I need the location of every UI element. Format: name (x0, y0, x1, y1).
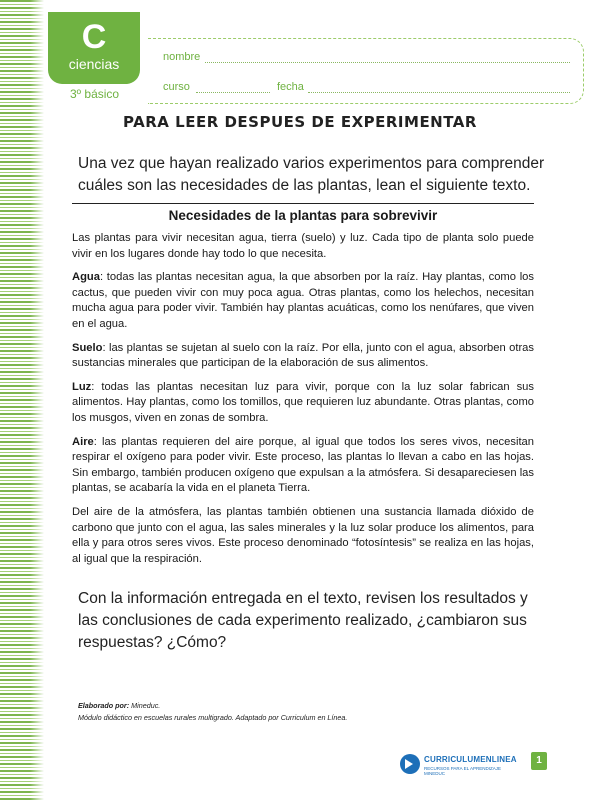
paragraph-luz (72, 380, 534, 427)
credits-author-label: Elaborado por: (78, 701, 130, 710)
paragraph-agua-text: : todas las plantas necesitan agua, la que absorben por la raíz. Hay plantas, como los cactus, que pueden vivir con muy poca agua. Otras plantas, como los helechos, necesitan mucha agua para poder vivir. También hay plantas acuáticas, como los nenúfares, que viven en el agua. (72, 271, 534, 330)
curso-label: curso (163, 81, 190, 93)
page-number: 1 (531, 752, 547, 770)
term-aire: Aire (72, 435, 94, 448)
reading-section (72, 207, 534, 575)
term-suelo: Suelo (72, 341, 103, 354)
page-title: PARA LEER DESPUES DE EXPERIMENTAR (123, 113, 477, 131)
badge-subject: ciencias (68, 56, 120, 72)
credits-author: Mineduc. (129, 701, 161, 710)
divider (72, 203, 534, 204)
student-info-box (148, 38, 584, 104)
paragraph-aire-text: : las plantas requieren del aire porque, al igual que todos los seres vivos, necesitan respirar el oxígeno para poder vivir. Este proceso, las plantas lo llevan a cabo en las hojas. Sin embargo, también producen oxígeno que expulsan a la atmósfera. Si desapareciesen las plantas, se acabaría la vida en el planeta Tierra. (72, 435, 534, 495)
grade-label: 3º básico (70, 87, 120, 101)
badge-letter: C (81, 18, 107, 56)
credits-line-2: Módulo didáctico en escuelas rurales multigrado. Adaptado por Curriculum en Línea. (78, 713, 348, 722)
subject-badge (48, 12, 140, 84)
nombre-label: nombre (163, 51, 201, 63)
logo-arrow-icon (400, 754, 420, 774)
fecha-field[interactable] (308, 92, 570, 93)
credits (78, 700, 347, 724)
paragraph-fotosintesis: Del aire de la atmósfera, las plantas también obtienen una sustancia llamada dióxido de carbono que junto con el agua, las sales minerales y la luz solar produce los alimentos, para ella y para otros seres vivos. Este proceso denominado “fotosíntesis” se realiza en las hojas, al igual que la respiración. (72, 505, 534, 565)
nombre-field[interactable] (205, 62, 570, 63)
curriculum-logo (400, 752, 520, 776)
term-luz: Luz (72, 380, 92, 393)
logo-subtitle: RECURSOS PARA EL APRENDIZAJE MINEDUC (424, 766, 502, 776)
question-text: Con la información entregada en el texto, revisen los resultados y las conclusiones de cada experimento realizado, ¿cambiaron sus respuestas? ¿Cómo? (78, 590, 528, 651)
paragraph-agua (72, 270, 534, 332)
credits-line-1 (78, 700, 347, 712)
paragraph-suelo-text: : las plantas se sujetan al suelo con la raíz. Por ella, junto con el agua, absorben otras sustancias minerales que participan de la elaboración de sus alimentos. (72, 341, 534, 370)
paragraph-intro: Las plantas para vivir necesitan agua, tierra (suelo) y luz. Cada tipo de planta solo puede vivir en los lugares donde hay todo lo que necesita. (72, 232, 534, 260)
paragraph-suelo (72, 341, 534, 372)
paragraph-aire (72, 435, 534, 497)
curso-field[interactable] (196, 92, 270, 93)
reading-heading: Necesidades de la plantas para sobrevivir (168, 208, 438, 223)
fecha-label: fecha (277, 81, 304, 93)
paragraph-luz-text: : todas las plantas necesitan luz para vivir, porque con la luz solar fabrican sus alimentos. Hay plantas, como los tomillos, que requieren luz abundante. Otras plantas, como los musgos, viven en zonas de sombra. (72, 380, 534, 424)
intro-text: Una vez que hayan realizado varios experimentos para comprender cuáles son las necesidades de las plantas, lean el siguiente texto. (78, 155, 545, 194)
term-agua: Agua (72, 271, 100, 284)
logo-text: CURRICULUMENLINEA (424, 755, 517, 764)
